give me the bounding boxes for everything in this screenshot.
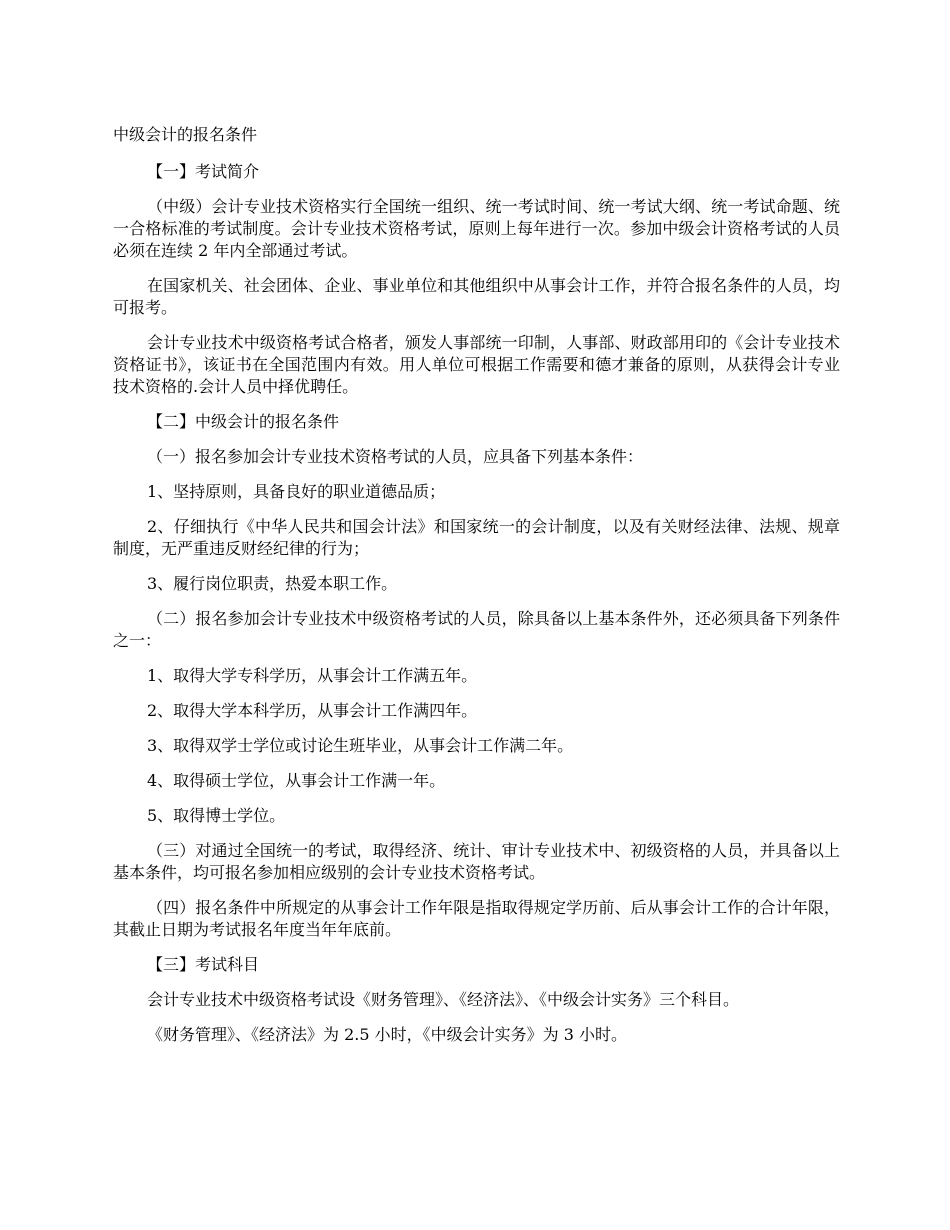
- paragraph: （三）对通过全国统一的考试，取得经济、统计、审计专业技术中、初级资格的人员，并具备以上基本条件，均可报名参加相应级别的会计专业技术资格考试。: [113, 841, 840, 882]
- paragraph: （一）报名参加会计专业技术资格考试的人员，应具备下列基本条件：: [147, 447, 644, 466]
- list-item: 2、仔细执行《中华人民共和国会计法》和国家统一的会计制度，以及有关财经法律、法规、规章制度，无严重违反财经纪律的行为；: [113, 517, 840, 558]
- paragraph: 会计专业技术中级资格考试设《财务管理》、《经济法》、《中级会计实务》三个科目。: [147, 990, 740, 1009]
- list-item: 3、取得双学士学位或讨论生班毕业，从事会计工作满二年。: [147, 736, 574, 755]
- list-item: 1、坚持原则，具备良好的职业道德品质；: [147, 482, 446, 501]
- document-title: 中级会计的报名条件: [113, 125, 258, 144]
- paragraph: （中级）会计专业技术资格实行全国统一组织、统一考试时间、统一考试大纲、统一考试命题、统一合格标准的考试制度。会计专业技术资格考试，原则上每年进行一次。参加中级会计资格考试的人员必须在连续 2 年内全部通过考试。: [113, 197, 840, 260]
- list-item: 1、取得大学专科学历，从事会计工作满五年。: [147, 666, 478, 685]
- paragraph: 《财务管理》、《经济法》为 2.5 小时，《中级会计实务》为 3 小时。: [147, 1025, 627, 1044]
- list-item: 3、履行岗位职责，热爱本职工作。: [147, 574, 398, 593]
- paragraph: （四）报名条件中所规定的从事会计工作年限是指取得规定学历前、后从事会计工作的合计年限，其截止日期为考试报名年度当年年底前。: [113, 898, 840, 939]
- section-heading: 【二】中级会计的报名条件: [147, 412, 340, 431]
- list-item: 4、取得硕士学位，从事会计工作满一年。: [147, 771, 446, 790]
- list-item: 2、取得大学本科学历，从事会计工作满四年。: [147, 701, 478, 720]
- section-heading: 【一】考试简介: [147, 162, 260, 181]
- paragraph: 会计专业技术中级资格考试合格者，颁发人事部统一印制，人事部、财政部用印的《会计专业技术资格证书》，该证书在全国范围内有效。用人单位可根据工作需要和德才兼备的原则，从获得会计专业技术资格的.会计人员中择优聘任。: [113, 333, 840, 396]
- list-item: 5、取得博士学位。: [147, 806, 286, 825]
- document-page: [113, 124, 840, 1059]
- paragraph: （二）报名参加会计专业技术中级资格考试的人员，除具备以上基本条件外，还必须具备下列条件之一：: [113, 609, 840, 650]
- section-heading: 【三】考试科目: [147, 955, 260, 974]
- paragraph: 在国家机关、社会团体、企业、事业单位和其他组织中从事会计工作，并符合报名条件的人员，均可报考。: [113, 276, 840, 317]
